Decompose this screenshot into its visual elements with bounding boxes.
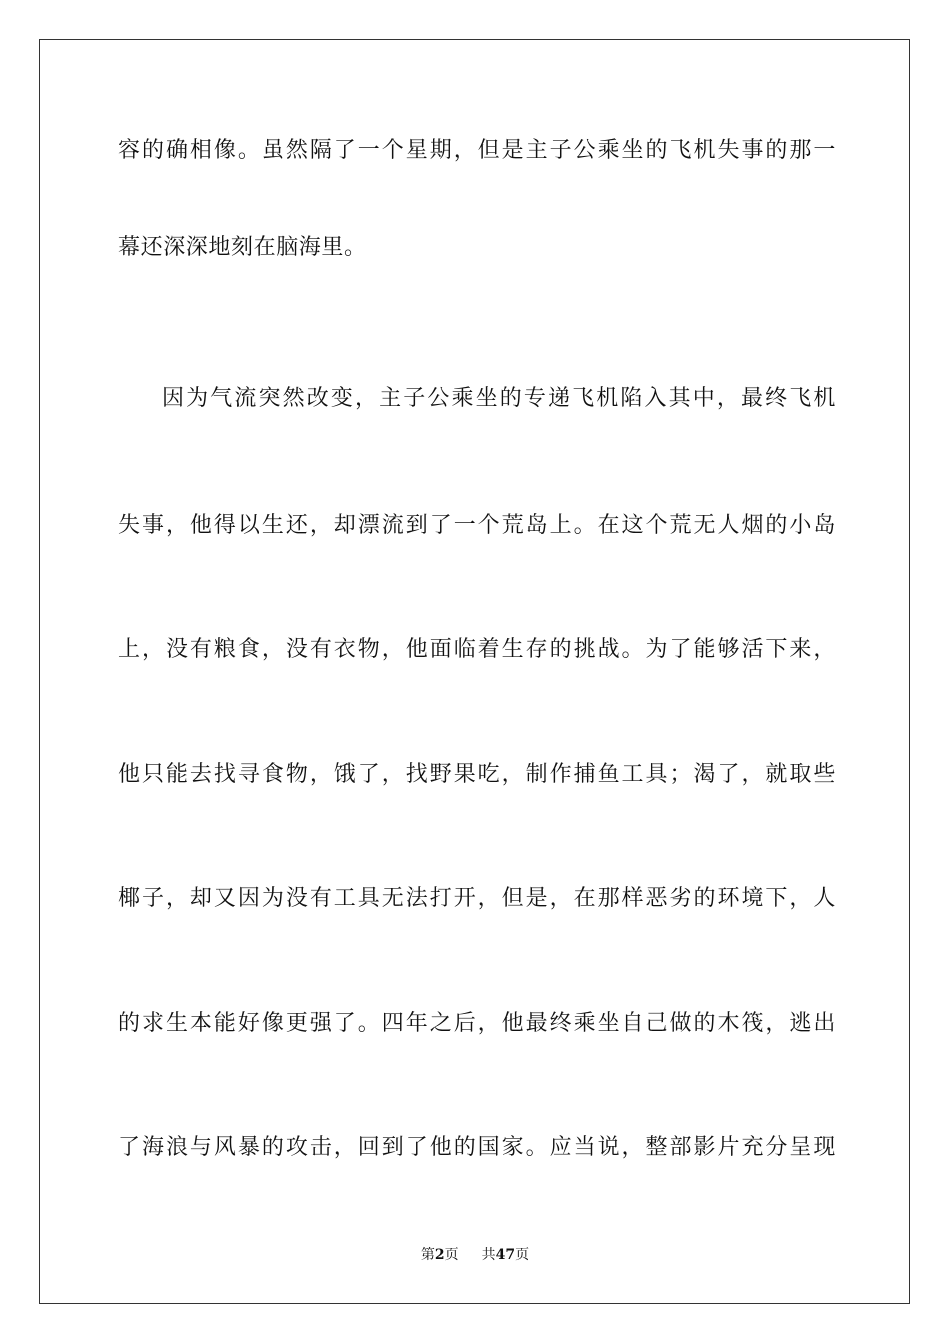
text-line-5: 上，没有粮食，没有衣物，他面临着生存的挑战。为了能够活下来， (118, 637, 836, 662)
page-suffix: 页 (444, 1247, 459, 1263)
page-number: 2 (434, 1247, 445, 1263)
text-line-4: 失事，他得以生还，却漂流到了一个荒岛上。在这个荒无人烟的小岛 (118, 513, 836, 538)
text-line-8: 的求生本能好像更强了。四年之后，他最终乘坐自己做的木筏，逃出 (118, 1011, 836, 1036)
total-prefix: 共 (481, 1247, 496, 1263)
text-line-3: 因为气流突然改变，主子公乘坐的专递飞机陷入其中，最终飞机 (162, 386, 836, 411)
text-line-1: 容的确相像。虽然隔了一个星期，但是主子公乘坐的飞机失事的那一 (118, 138, 836, 163)
page-prefix: 第 (420, 1247, 435, 1263)
text-line-6: 他只能去找寻食物，饿了，找野果吃，制作捕鱼工具；渴了，就取些 (118, 762, 836, 787)
text-line-9: 了海浪与风暴的攻击，回到了他的国家。应当说，整部影片充分呈现 (118, 1135, 836, 1160)
text-line-2: 幕还深深地刻在脑海里。 (118, 235, 367, 260)
total-pages: 47 (495, 1247, 516, 1263)
total-suffix: 页 (515, 1247, 530, 1263)
page-footer (0, 1244, 950, 1264)
text-line-7: 椰子，却又因为没有工具无法打开，但是，在那样恶劣的环境下，人 (118, 886, 836, 911)
page-border (39, 39, 910, 1304)
